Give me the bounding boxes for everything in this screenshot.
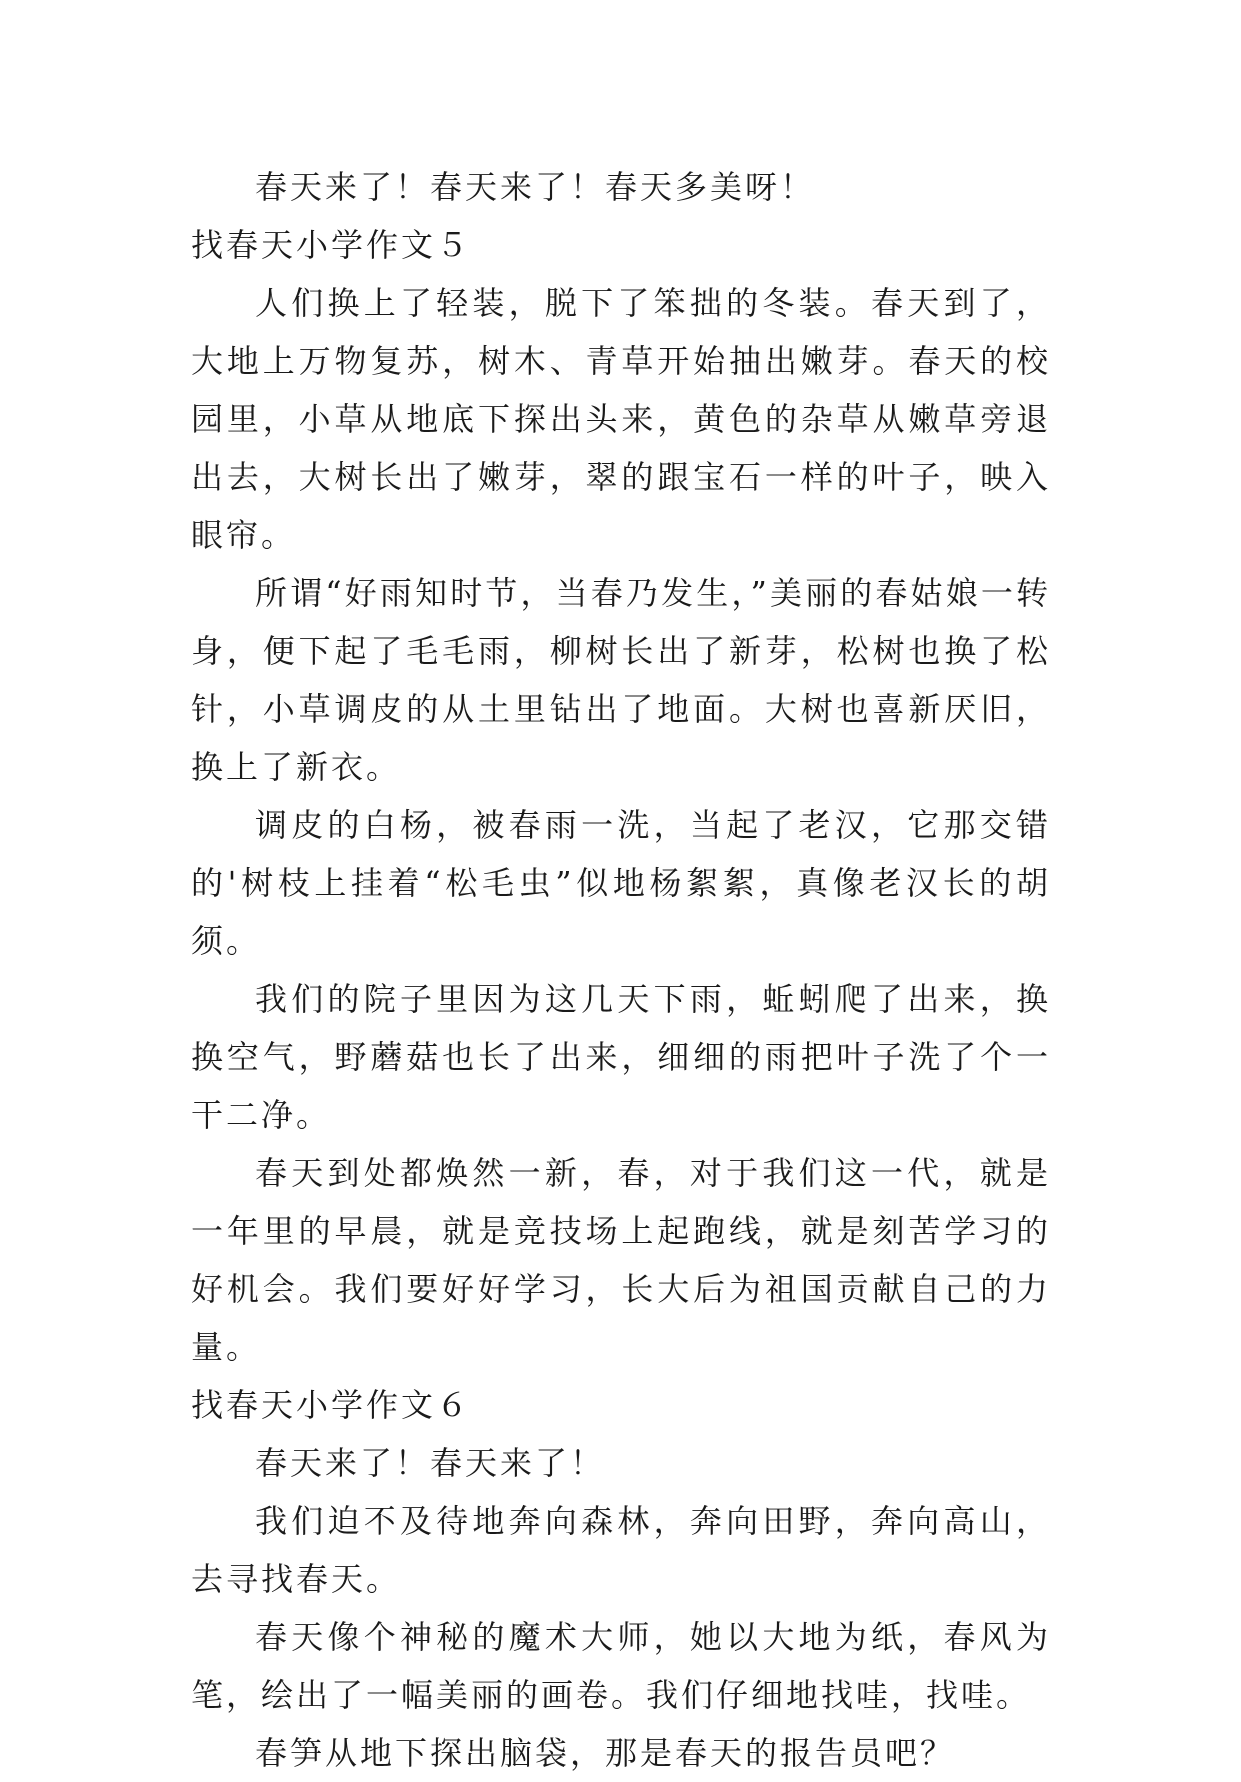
paragraph: 春天来了！春天来了！春天多美呀！ bbox=[255, 168, 816, 206]
paragraph: 春天来了！春天来了！ bbox=[255, 1444, 606, 1482]
paragraph: 春笋从地下探出脑袋，那是春天的报告员吧？ bbox=[255, 1734, 956, 1772]
paragraph: 人们换上了轻装，脱下了笨拙的冬装。春天到了，大地上万物复苏，树木、青草开始抽出嫩芽。春天的校园里，小草从地底下探出头来，黄色的杂草从嫩草旁退出去，大树长出了嫩芽，翠的跟宝石一样的叶子，映入眼帘。 bbox=[191, 284, 1051, 554]
paragraph: 春天像个神秘的魔术大师，她以大地为纸，春风为笔，绘出了一幅美丽的画卷。我们仔细地找哇，找哇。 bbox=[191, 1618, 1051, 1714]
paragraph: 我们的院子里因为这几天下雨，蚯蚓爬了出来，换换空气，野蘑菇也长了出来，细细的雨把叶子洗了个一干二净。 bbox=[191, 980, 1051, 1134]
paragraph: 春天到处都焕然一新，春，对于我们这一代，就是一年里的早晨，就是竞技场上起跑线，就是刻苦学习的好机会。我们要好好学习，长大后为祖国贡献自己的力量。 bbox=[191, 1154, 1051, 1366]
paragraph: 我们迫不及待地奔向森林，奔向田野，奔向高山，去寻找春天。 bbox=[191, 1502, 1051, 1598]
section-heading: 找春天小学作文５ bbox=[191, 226, 472, 264]
section-heading: 找春天小学作文６ bbox=[191, 1386, 472, 1424]
paragraph: 调皮的白杨，被春雨一洗，当起了老汉，它那交错的'树枝上挂着“松毛虫”似地杨絮絮，真像老汉长的胡须。 bbox=[191, 806, 1051, 960]
document-body bbox=[191, 158, 1051, 1782]
paragraph: 所谓“好雨知时节，当春乃发生，”美丽的春姑娘一转身，便下起了毛毛雨，柳树长出了新芽，松树也换了松针，小草调皮的从土里钻出了地面。大树也喜新厌旧，换上了新衣。 bbox=[191, 574, 1051, 786]
